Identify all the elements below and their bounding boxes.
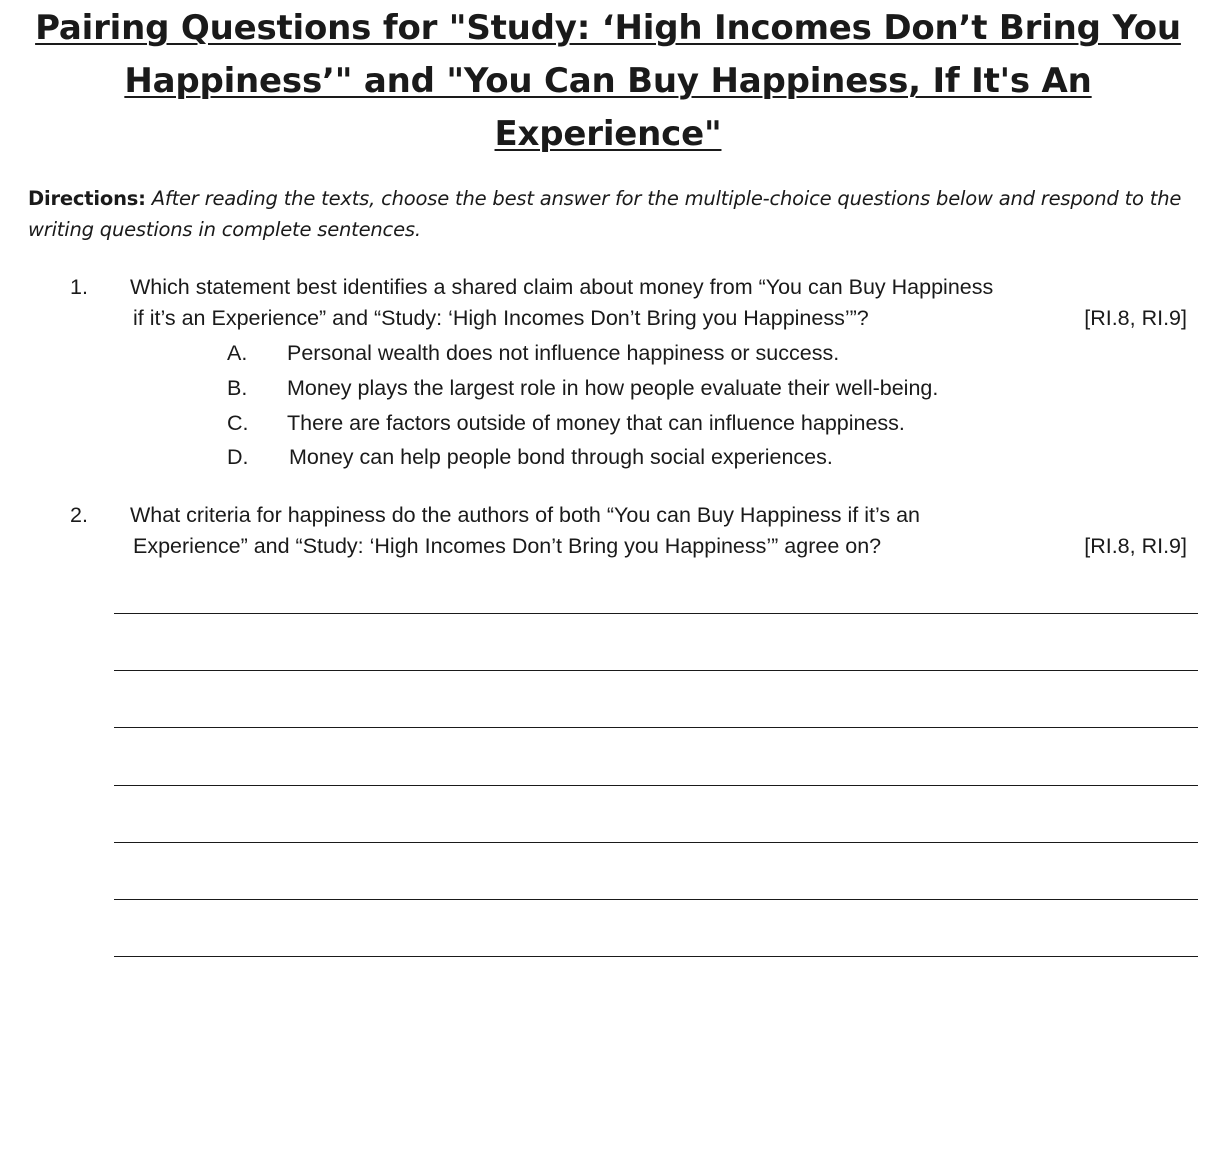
answer-line[interactable] [114, 956, 1198, 957]
question-text-line1: What criteria for happiness do the authors of both “You can Buy Happiness if it’s an [130, 503, 920, 527]
question-2 [0, 500, 1218, 562]
question-text-line1: Which statement best identifies a shared claim about money from “You can Buy Happiness [130, 275, 994, 299]
choice-a[interactable] [0, 338, 1218, 369]
question-text-line2: if it’s an Experience” and “Study: ‘High Incomes Don’t Bring you Happiness’”? [133, 306, 869, 330]
page-title: Pairing Questions for "Study: ‘High Incomes Don’t Bring You Happiness’" and "You Can Buy Happiness, If It's An Experience" [35, 8, 1181, 154]
directions-label: Directions: [28, 187, 146, 210]
choice-letter: C. [227, 411, 249, 435]
answer-line[interactable] [114, 613, 1198, 614]
answer-line[interactable] [114, 899, 1198, 900]
question-standards: [RI.8, RI.9] [1084, 534, 1187, 558]
question-text-line2: Experience” and “Study: ‘High Incomes Don’t Bring you Happiness’” agree on? [133, 534, 882, 558]
answer-line[interactable] [114, 785, 1198, 786]
choice-letter: D. [227, 445, 249, 469]
question-number: 2. [70, 503, 88, 527]
answer-line[interactable] [114, 727, 1198, 728]
directions-text: After reading the texts, choose the best answer for the multiple-choice questions below and respond to the writing questions in complete sentences. [28, 187, 1182, 241]
choice-text: There are factors outside of money that can influence happiness. [287, 411, 905, 435]
question-1 [0, 272, 1218, 334]
answer-line[interactable] [114, 670, 1198, 671]
choice-text: Personal wealth does not influence happiness or success. [287, 341, 840, 365]
directions [28, 183, 1198, 245]
choice-text: Money can help people bond through social experiences. [289, 445, 833, 469]
question-standards: [RI.8, RI.9] [1084, 306, 1187, 330]
choice-b[interactable] [0, 373, 1218, 404]
choice-text: Money plays the largest role in how people evaluate their well-being. [287, 376, 939, 400]
choice-d[interactable] [0, 442, 1218, 473]
choice-letter: B. [227, 376, 248, 400]
choice-letter: A. [227, 341, 248, 365]
choice-c[interactable] [0, 408, 1218, 439]
answer-line[interactable] [114, 842, 1198, 843]
question-number: 1. [70, 275, 88, 299]
